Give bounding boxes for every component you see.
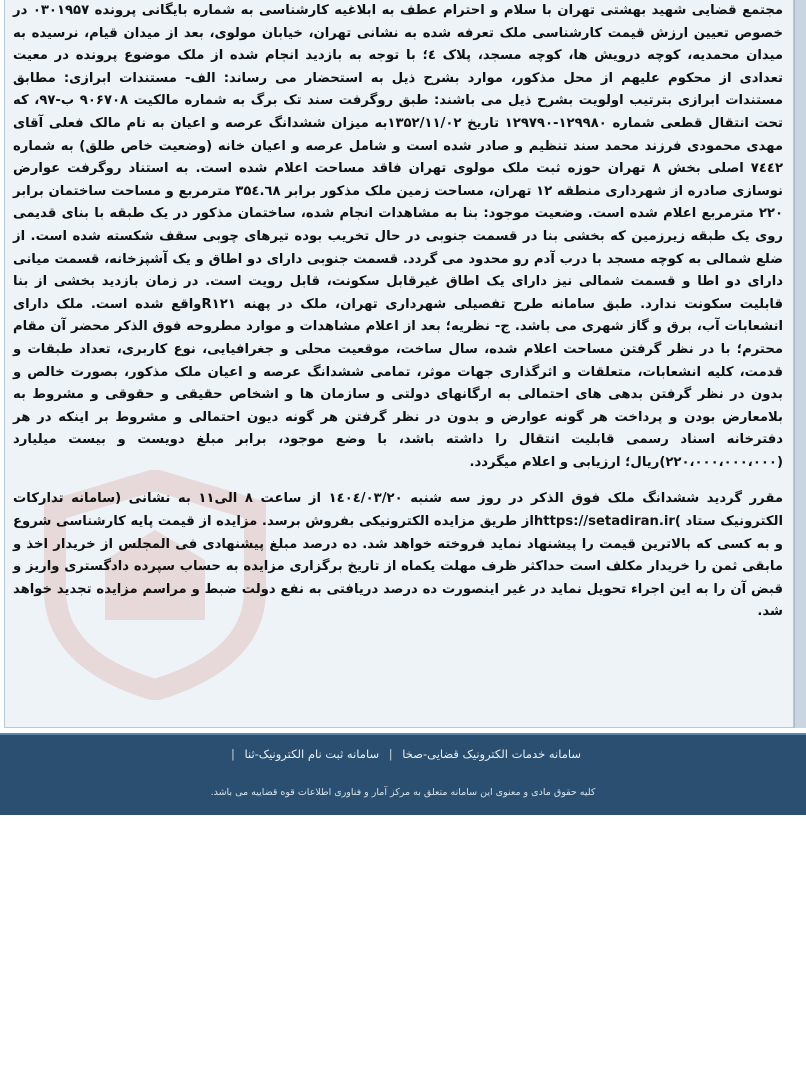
paragraph-2-rest: از طریق مزایده الکترونیکی بفروش برسد. مزایده از قیمت پایه کارشناسی شروع و به کسی که بالاترین قیمت را پیشنهاد نماید فروخته خواهد شد. ده درصد مبلغ پیشنهادی فی المجلس از خریدار اخذ و مابقی ثمن را خریدار مکلف است حداکثر ظرف مهلت یکماه از تاریخ برگزاری مزایده به حساب سپرده دادگستری واریز و قبض آن را به این اجراء تحویل نماید در غیر اینصورت ده درصد دریافتی به نفع دولت ضبط و مراسم مزایده تجدید خواهد شد. [13,514,783,620]
document-paragraph-1: مجتمع قضایی شهید بهشتی تهران با سلام و احترام عطف به ابلاغیه کارشناسی به شماره بایگانی پرونده ۰۳۰۱۹۵۷ در خصوص تعیین ارزش قیمت کارشناسی ملک تعرفه شده به نشانی تهران، خیابان مولوی، بعد از میدان قیام، نرسیده به میدان محمدیه، کوچه درویش ها، کوچه مسجد، پلاک ٤؛ با توجه به بازدید انجام شده از ملک موضوع پرونده در معیت تعدادی از محکوم علیهم از محل مذکور، موارد بشرح ذیل به استحضار می رساند: الف- مستندات ابرازی: مطابق مستندات ابرازی بترتیب اولویت بشرح ذیل می باشند: طبق روگرفت سند تک برگ به شماره مالکیت ۹۰۶۷۰۸ ب-۹۷، که تحت انتقال قطعی شماره ۱۲۹۹۸۰-۱۲۹۷۹۰ تاریخ ۱۳۵۲/۱۱/۰۲به میزان ششدانگ عرصه و اعیان به نام مالک فعلی آقای مهدی محمودی فرزند محمد سند تنظیم و صادر شده است و شامل عرصه و اعیان خانه (وضعیت خاص طلق) به شماره ۷٤٤۲ اصلی بخش ۸ تهران حوزه ثبت ملک مولوی تهران فاقد مساحت اعلام شده است. به استناد روگرفت عوارض نوسازی صادره از شهرداری منطقه ۱۲ تهران، مساحت زمین ملک مذکور برابر ۳۵٤.٦۸ مترمربع و مساحت ساختمان برابر ۲۲۰ مترمربع اعلام شده است. وضعیت موجود: بنا به مشاهدات انجام شده، ساختمان مذکور در یک طبقه با بنای قدیمی روی یک طبقه زیرزمین که بخشی بنا در قسمت جنوبی در حال تخریب بوده تیرهای چوبی سقف شکسته شده است. از ضلع شمالی به کوچه مسجد با درب آدم رو محدود می گردد. قسمت جنوبی دارای دو اطاق و یک آشپزخانه، قسمت میانی دارای دو اطا و قسمت شمالی نیز دارای یک اطاق غیرقابل سکونت، قابل رویت است. در زمان بازدید بخشی از بنا قابلیت سکونت ندارد. طبق سامانه طرح تفصیلی شهرداری تهران، ملک در پهنه R۱۲۱واقع شده است. ملک دارای انشعابات آب، برق و گاز شهری می باشد. ج- نظریه؛ بعد از اعلام مشاهدات و موارد مطروحه فوق الذکر محضر آن مقام محترم؛ با در نظر گرفتن مساحت اعلام شده، سال ساخت، موقعیت محلی و جغرافیایی، نوع کاربری، تعداد طبقات و قدمت، کلیه انشعابات، متعلقات و اثرگذاری جهات موثر، تمامی ششدانگ عرصه و اعیان ملک مذکور، بصورت خالص و بدون در نظر گرفتن بدهی های احتمالی به ارگانهای دولتی و سازمان ها و اشخاص حقیقی و حقوقی و مشروط به بلامعارض بودن و پرداخت هر گونه عوارض و بدون در نظر گرفتن هر گونه دیون احتمالی و مشروط بر اینکه در هر دفترخانه اسناد رسمی قابلیت انتقال را داشته باشد، با وضع موجود، برابر مبلغ دویست و بیست میلیارد (۲۲۰،۰۰۰،۰۰۰،۰۰۰)ریال؛ ارزیابی و اعلام میگردد. [13,3,784,470]
paragraph-2-intro: مقرر گردید ششدانگ ملک فوق الذکر در روز سه شنبه ۱٤۰٤/۰۳/۲۰ از ساعت ۸ الی۱۱ به نشانی (سامانه تدارکات الکترونیک ستاد ) [13,491,784,530]
site-footer [0,733,806,815]
footer-links [0,747,806,761]
footer-copyright: کلیه حقوق مادی و معنوی این سامانه متعلق به مرکز آمار و فناوری اطلاعات قوه قضاییه می باشد. [210,787,596,798]
document-paragraph-2 [13,488,783,624]
footer-separator-end: | [230,747,235,761]
footer-link-sakha[interactable]: سامانه خدمات الکترونیک قضایی-صخا [402,747,582,761]
document-body [13,0,783,624]
setadiran-url: https://setadiran.ir [533,514,675,530]
content-panel [4,0,794,728]
scrollbar-track[interactable] [794,0,806,728]
footer-separator: | [388,747,393,761]
footer-link-sana[interactable]: سامانه ثبت نام الکترونیک-ثنا [244,747,380,761]
